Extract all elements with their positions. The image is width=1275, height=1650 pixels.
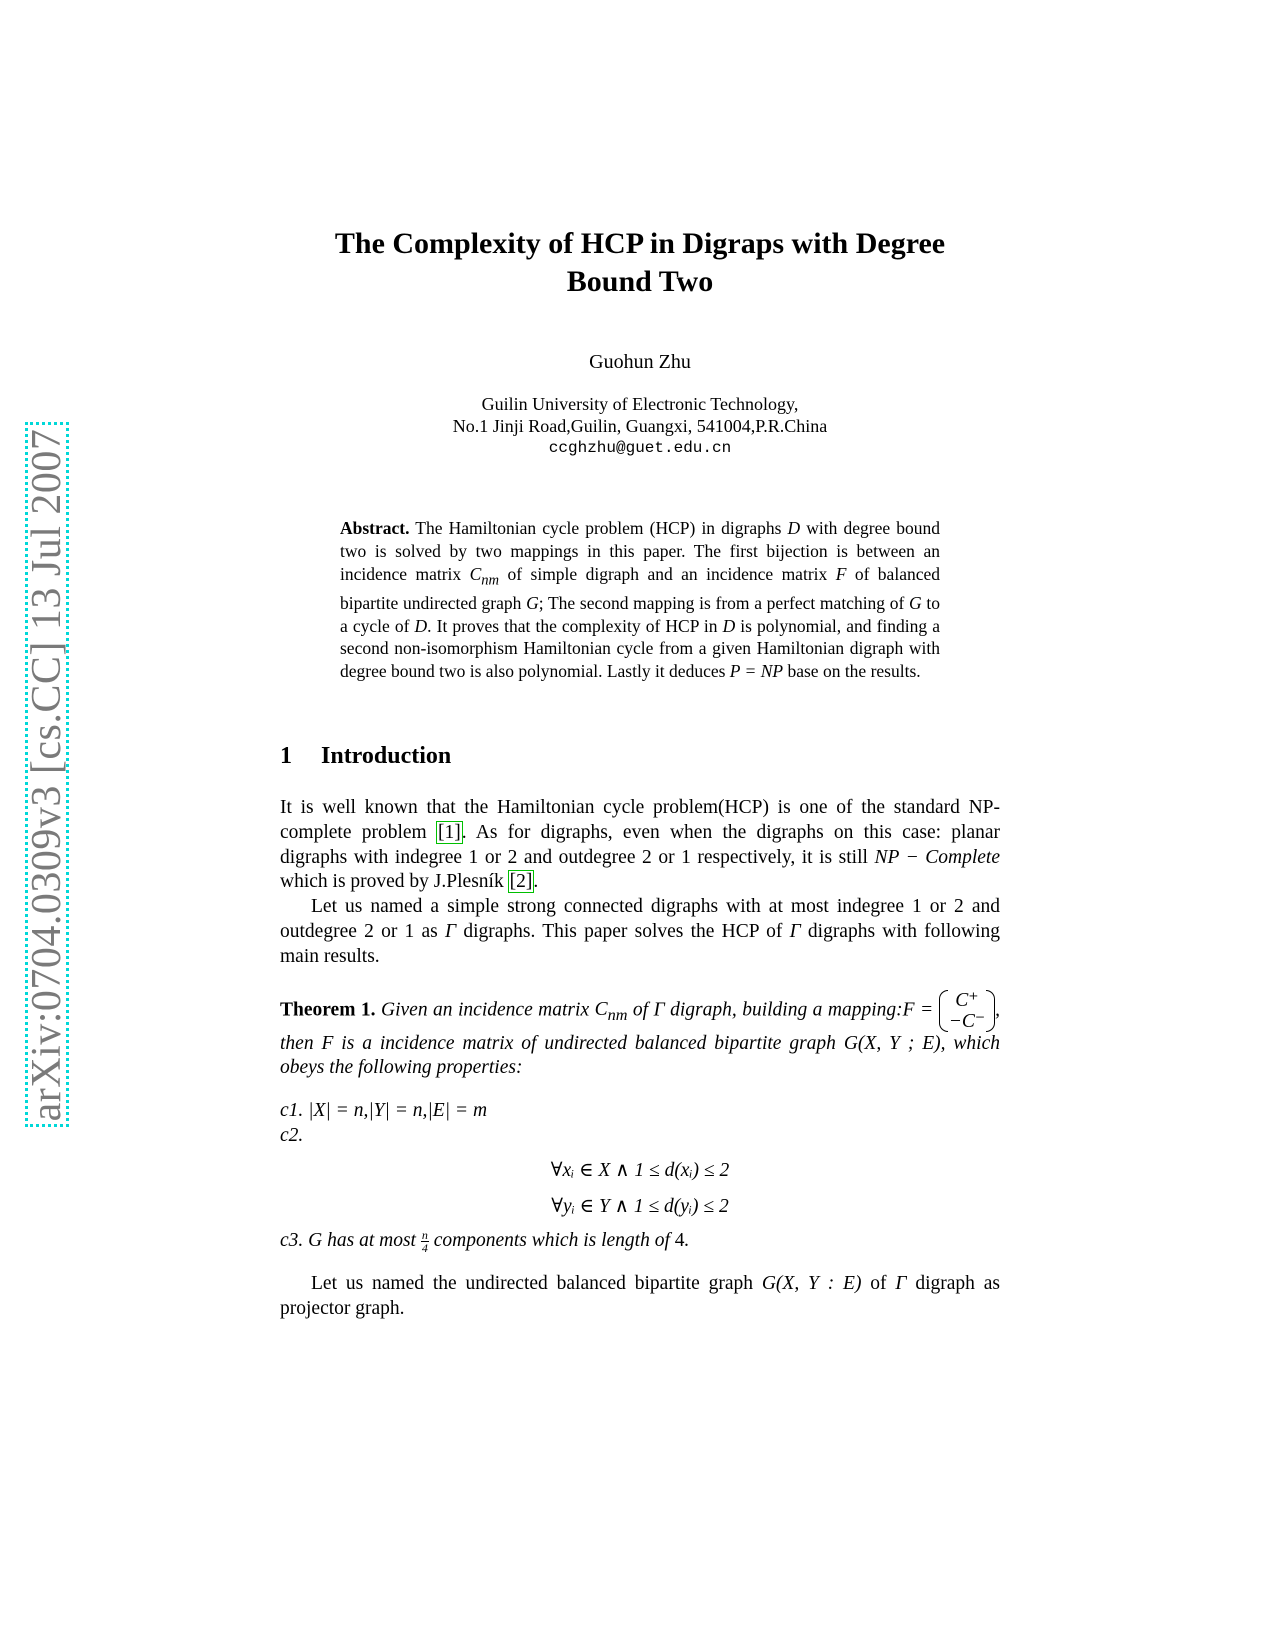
closing-text: of: [861, 1272, 896, 1294]
property-c3: [280, 1229, 1000, 1254]
math-np-complete: NP − Complete: [874, 846, 1000, 868]
abstract-text: with degree bound two is solved by two mappings in this paper. The first bijection is between an incidence matrix: [340, 518, 940, 584]
theorem-text: , which obeys the following properties:: [280, 1032, 1001, 1079]
affiliation-line-1: Guilin University of Electronic Technology,: [481, 394, 799, 414]
intro-text: It is well known that the Hamiltonian cycle problem(HCP) is one of the standard NP-complete problem: [280, 797, 1000, 843]
abstract-text: of balanced bipartite undirected graph: [340, 563, 940, 613]
property-c2-label: c2.: [280, 1125, 304, 1147]
math-G: G: [526, 592, 539, 613]
closing-text: digraph as projector graph.: [280, 1272, 1000, 1319]
theorem-text: , then: [280, 999, 1001, 1054]
paper-page: [280, 225, 1000, 1321]
math-gamma: Γ: [653, 999, 665, 1021]
author-name: Guohun Zhu: [589, 351, 691, 373]
abstract-text: . It proves that the complexity of HCP in: [427, 615, 723, 636]
intro-text: .: [533, 871, 539, 893]
abstract-text: of simple digraph and an incidence matrix: [499, 563, 836, 584]
math-G: G: [909, 592, 922, 613]
theorem-1: [280, 990, 1000, 1082]
affiliation: [280, 393, 1000, 459]
abstract-text: ; The second mapping is from a perfect matching of: [538, 592, 910, 613]
math-G-XYE: G(X, Y : E): [761, 1272, 862, 1294]
incidence-matrix: [939, 990, 995, 1032]
section-heading: [280, 743, 1000, 770]
theorem-text: is a incidence matrix of undirected balanced bipartite graph: [333, 1032, 844, 1054]
arxiv-id: arXiv:0704.0309v3 [cs.CC] 13 Jul 2007: [24, 428, 70, 1121]
property-text: .: [684, 1229, 690, 1251]
theorem-text: Given an incidence matrix: [375, 999, 595, 1021]
frac-numerator: n: [421, 1227, 428, 1242]
math-G-XYE: G(X, Y ; E): [843, 1032, 941, 1054]
abstract-text: base on the results.: [783, 661, 921, 682]
abstract: [340, 517, 940, 683]
math-C: C: [594, 999, 608, 1021]
math-gamma: Γ: [789, 921, 801, 943]
title-line-1: The Complexity of HCP in Digraps with Degree: [334, 227, 946, 260]
math-F: F: [321, 1032, 334, 1054]
intro-text: . As for digraphs, even when the digraphs on this case: planar digraphs with indegree 1 or 2 and outdegree 2 or 1 respectively, it is still: [280, 821, 1001, 868]
intro-paragraph-1: [280, 796, 1000, 895]
math-C: C: [469, 563, 482, 584]
abstract-label: Abstract.: [340, 518, 410, 538]
section-title: Introduction: [321, 743, 452, 770]
theorem-text: of: [627, 999, 654, 1021]
intro-text: Let us named a simple strong connected digraphs with at most indegree 1 or 2 and outdegree 2 or 1 as: [280, 896, 1000, 943]
theorem-label: Theorem 1.: [280, 999, 376, 1021]
math-nm: nm: [481, 572, 500, 589]
math-F-eq: F =: [902, 999, 934, 1021]
theorem-properties: [280, 1099, 1000, 1254]
section-number: 1: [280, 743, 292, 770]
affiliation-line-2: No.1 Jinji Road,Guilin, Guangxi, 541004,P.R.China: [452, 416, 828, 436]
property-text: components which is length of: [428, 1229, 675, 1251]
closing-text: Let us named the undirected balanced bipartite graph: [311, 1272, 762, 1294]
equation-y: ∀yᵢ ∈ Y ∧ 1 ≤ d(yᵢ) ≤ 2: [551, 1195, 729, 1217]
property-text: G has at most: [303, 1229, 421, 1251]
property-c2-equations: [280, 1157, 1000, 1221]
frac-denominator: 4: [421, 1240, 428, 1255]
intro-paragraph-2: [280, 895, 1000, 969]
abstract-text: is polynomial, and finding a second non-isomorphism Hamiltonian cycle from a given Hamiltonian digraph with degree bound two is also polynomial. Lastly it deduces: [340, 615, 940, 682]
math-F: F: [835, 563, 847, 584]
fraction-n-over-4: [421, 1229, 429, 1254]
citation-link-2[interactable]: [2]: [509, 871, 533, 893]
property-c1: [280, 1099, 1000, 1124]
property-label: c1.: [280, 1100, 304, 1122]
intro-text: digraphs with following main results.: [280, 921, 1000, 967]
math-c1: |X| = n,|Y| = n,|E| = m: [308, 1100, 488, 1122]
math-gamma: Γ: [895, 1272, 907, 1294]
matrix-top: C⁺: [955, 989, 979, 1011]
math-D: D: [722, 615, 736, 636]
math-Cnm: [594, 999, 628, 1025]
abstract-text: The Hamiltonian cycle problem (HCP) in digraphs: [409, 518, 788, 538]
math-nm: nm: [607, 1006, 628, 1025]
paper-title: [280, 225, 1000, 301]
math-gamma: Γ: [445, 921, 457, 943]
math-Cnm: [469, 563, 500, 589]
intro-text: digraphs. This paper solves the HCP of: [456, 921, 790, 943]
citation-link-1[interactable]: [1]: [437, 821, 461, 843]
math-P-NP: P = NP: [729, 661, 784, 682]
math-four: 4: [674, 1229, 685, 1251]
math-D: D: [414, 615, 428, 636]
matrix-bottom: −C⁻: [948, 1010, 986, 1032]
closing-paragraph: [280, 1272, 1000, 1322]
title-line-2: Bound Two: [566, 265, 714, 298]
math-D: D: [787, 518, 801, 538]
intro-text: which is proved by J.Plesník: [280, 871, 509, 893]
theorem-text: digraph, building a mapping:: [664, 999, 903, 1021]
abstract-text: to a cycle of: [340, 592, 940, 636]
equation-x: ∀xᵢ ∈ X ∧ 1 ≤ d(xᵢ) ≤ 2: [550, 1159, 730, 1181]
author-email[interactable]: ccghzhu@guet.edu.cn: [548, 439, 732, 457]
arxiv-stamp: [25, 422, 69, 1127]
property-label: c3.: [280, 1229, 304, 1251]
